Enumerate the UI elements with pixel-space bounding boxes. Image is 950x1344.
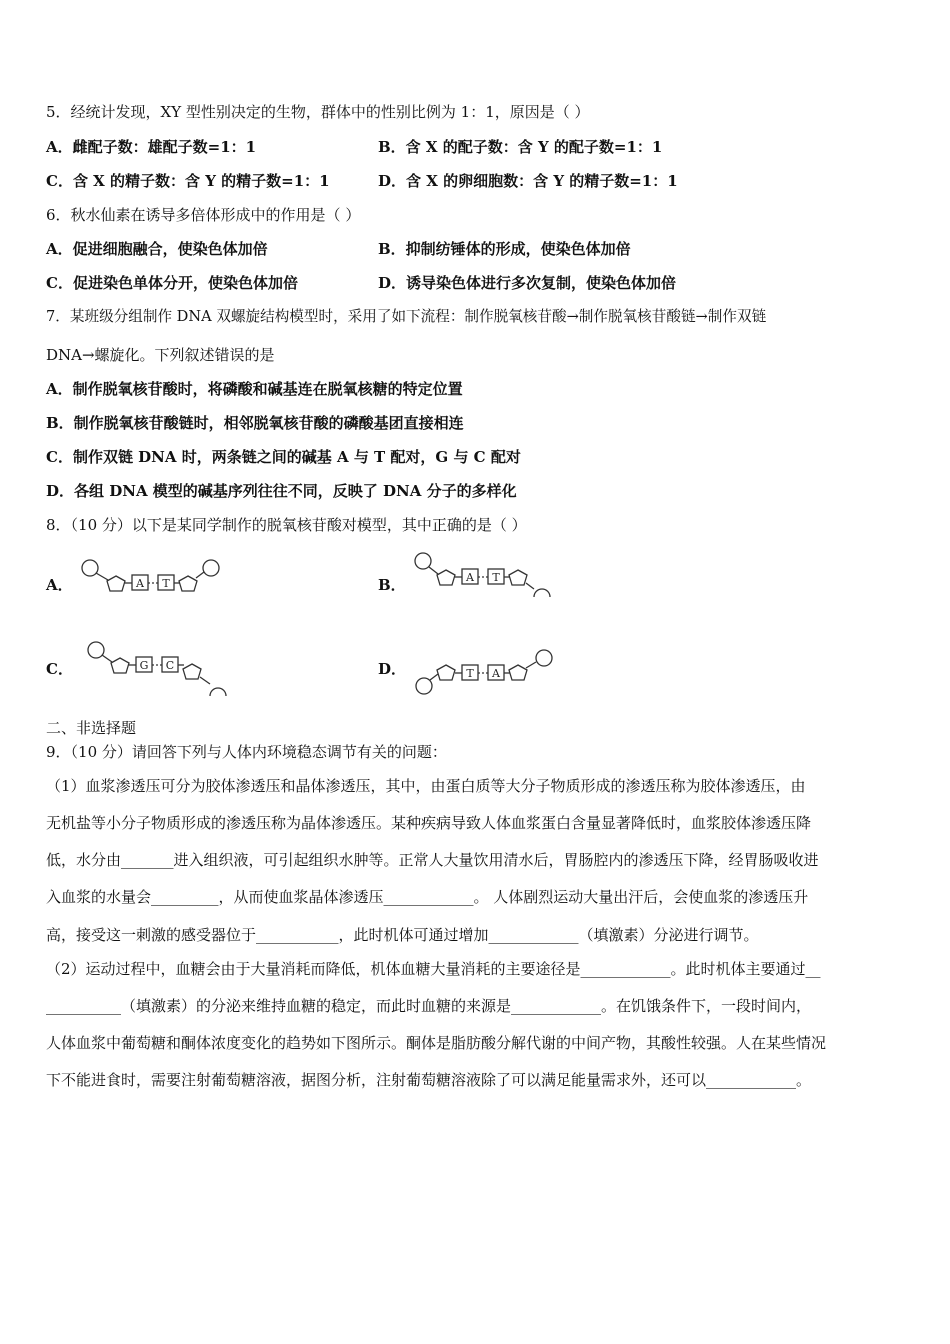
q9-line-3: 低，水分由_______进入组织液，可引起组织水肿等。正常人大量饮用清水后，胃肠腔内的渗透压下降，经胃肠吸收进 xyxy=(46,851,819,869)
q8-c-base-2: C xyxy=(165,659,175,672)
q8-b-base-1: A xyxy=(466,571,474,584)
q6-stem: 6．秋水仙素在诱导多倍体形成中的作用是（ ） xyxy=(46,206,361,224)
q6-option-b[interactable]: B．抑制纺锤体的形成，使染色体加倍 xyxy=(378,240,631,258)
q5-option-c[interactable]: C．含 X 的精子数：含 Y 的精子数=1：1 xyxy=(46,172,330,190)
q9-line-2: 无机盐等小分子物质形成的渗透压称为晶体渗透压。某种疾病导致人体血浆蛋白含量显著降低时，血浆胶体渗透压降 xyxy=(46,814,812,832)
q8-option-d-model[interactable] xyxy=(410,646,560,698)
q8-c-base-1: G xyxy=(139,659,149,672)
q7-option-d[interactable]: D．各组 DNA 模型的碱基序列往往不同，反映了 DNA 分子的多样化 xyxy=(46,482,517,500)
q9-line-1: （1）血浆渗透压可分为胶体渗透压和晶体渗透压，其中，由蛋白质等大分子物质形成的渗透压称为胶体渗透压，由 xyxy=(46,777,806,795)
q7-option-c[interactable]: C．制作双链 DNA 时，两条链之间的碱基 A 与 T 配对，G 与 C 配对 xyxy=(46,448,521,466)
q9-line-6: （2）运动过程中，血糖会由于大量消耗而降低，机体血糖大量消耗的主要途径是____________。此时机体主要通过__ xyxy=(46,960,821,978)
q8-d-base-2: A xyxy=(492,667,500,680)
section-title: 二、非选择题 xyxy=(46,719,137,737)
q5-option-a[interactable]: A．雌配子数：雄配子数=1：1 xyxy=(46,138,257,156)
q8-option-c-model[interactable] xyxy=(84,638,234,698)
q6-option-a[interactable]: A．促进细胞融合，使染色体加倍 xyxy=(46,240,268,258)
q6-option-c[interactable]: C．促进染色单体分开，使染色体加倍 xyxy=(46,274,298,292)
q5-stem: 5．经统计发现，XY 型性别决定的生物，群体中的性别比例为 1：1，原因是（ ） xyxy=(46,103,590,121)
q9-line-8: 人体血浆中葡萄糖和酮体浓度变化的趋势如下图所示。酮体是脂肪酸分解代谢的中间产物，其酸性较强。人在某些情况 xyxy=(46,1034,827,1052)
q7-stem-line2: DNA→螺旋化。下列叙述错误的是 xyxy=(46,346,275,364)
q8-option-d-label[interactable]: D． xyxy=(378,660,407,678)
q9-line-9: 下不能进食时，需要注射葡萄糖溶液，据图分析，注射葡萄糖溶液除了可以满足能量需求外，还可以____________。 xyxy=(46,1071,812,1089)
q9-line-4: 入血浆的水量会_________，从而使血浆晶体渗透压____________。 人体剧烈运动大量出汗后，会使血浆的渗透压升 xyxy=(46,888,809,906)
q8-option-b-model[interactable] xyxy=(412,549,562,603)
q7-option-a[interactable]: A．制作脱氧核苷酸时，将磷酸和碱基连在脱氧核糖的特定位置 xyxy=(46,380,463,398)
q8-option-a-label[interactable]: A． xyxy=(46,576,73,594)
q8-d-base-1: T xyxy=(466,667,474,680)
q8-option-c-label[interactable]: C． xyxy=(46,660,73,678)
q6-option-d[interactable]: D．诱导染色体进行多次复制，使染色体加倍 xyxy=(378,274,677,292)
q5-option-d[interactable]: D．含 X 的卵细胞数：含 Y 的精子数=1：1 xyxy=(378,172,678,190)
q8-a-base-2: T xyxy=(162,577,170,590)
q9-stem: 9．（10 分）请回答下列与人体内环境稳态调节有关的问题： xyxy=(46,743,447,761)
q9-line-5: 高，接受这一刺激的感受器位于___________，此时机体可通过增加____________（填激素）分泌进行调节。 xyxy=(46,926,759,944)
q8-stem: 8．（10 分）以下是某同学制作的脱氧核苷酸对模型，其中正确的是（ ） xyxy=(46,516,527,534)
q8-b-base-2: T xyxy=(492,571,500,584)
q5-option-b[interactable]: B．含 X 的配子数：含 Y 的配子数=1：1 xyxy=(378,138,663,156)
q8-option-b-label[interactable]: B． xyxy=(378,576,406,594)
q9-line-7: __________（填激素）的分泌来维持血糖的稳定，而此时血糖的来源是____________。在饥饿条件下，一段时间内， xyxy=(46,997,812,1015)
q7-stem-line1: 7．某班级分组制作 DNA 双螺旋结构模型时，采用了如下流程：制作脱氧核苷酸→制作脱氧核苷酸链→制作双链 xyxy=(46,308,767,325)
q8-a-base-1: A xyxy=(136,577,144,590)
q7-option-b[interactable]: B．制作脱氧核苷酸链时，相邻脱氧核苷酸的磷酸基团直接相连 xyxy=(46,414,464,432)
q8-option-a-model[interactable] xyxy=(78,556,228,598)
